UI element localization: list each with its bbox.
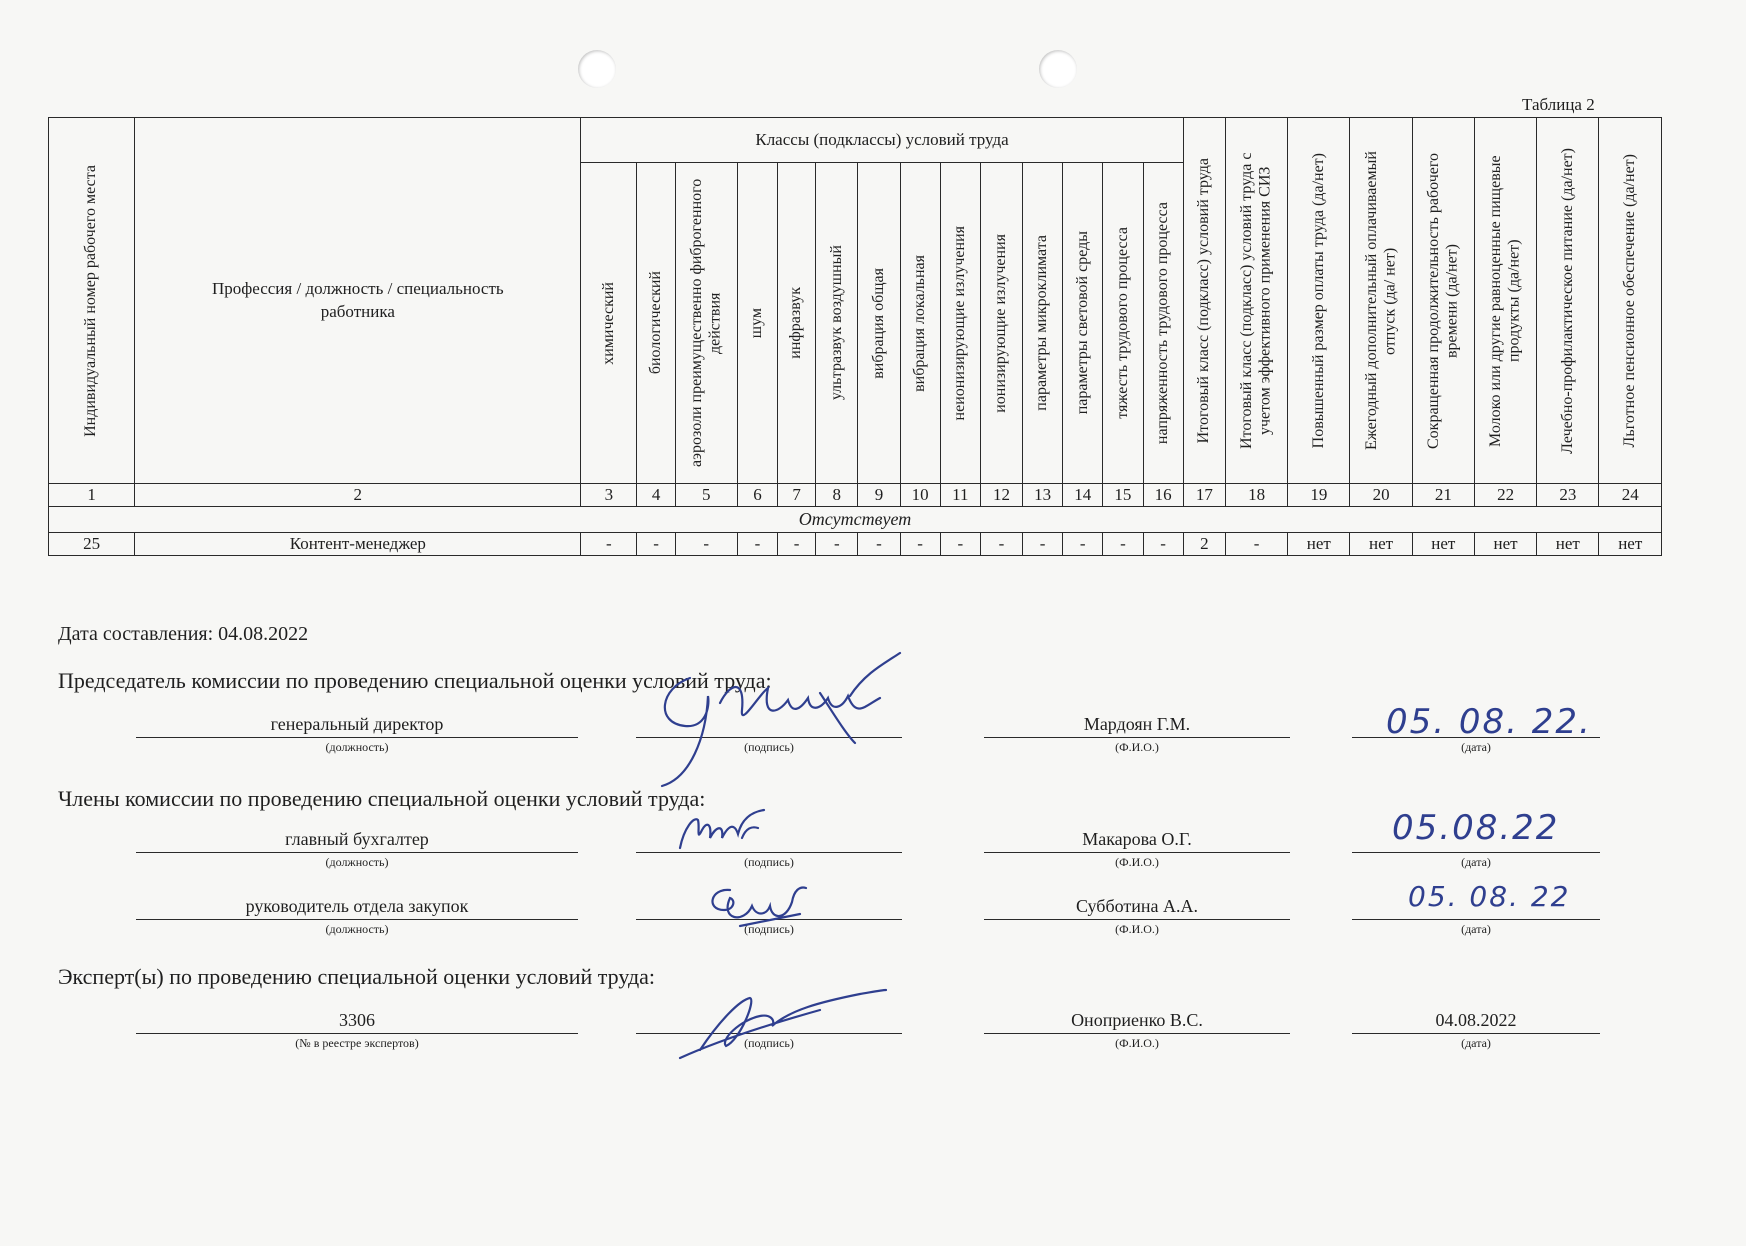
cell-milk: нет (1474, 533, 1536, 556)
cell-factor: - (581, 533, 637, 556)
member-1-signature (672, 808, 772, 858)
column-number: 18 (1225, 484, 1287, 507)
cell-factor: - (816, 533, 858, 556)
section-label: Отсутствует (49, 507, 1662, 533)
cell-factor: - (1023, 533, 1063, 556)
cell-factor: - (900, 533, 940, 556)
column-number: 17 (1183, 484, 1225, 507)
column-number: 5 (675, 484, 737, 507)
date-compiled: Дата составления: 04.08.2022 (58, 623, 309, 645)
column-number: 24 (1599, 484, 1662, 507)
header-reduced-hours: Сокращенная продолжительность рабочего времени (да/нет) (1412, 118, 1474, 484)
chair-fio: Мардоян Г.М. (984, 713, 1290, 738)
header-therapeutic-food: Лечебно-профилактическое питание (да/нет) (1537, 118, 1599, 484)
member-2-fio: Субботина А.А. (984, 895, 1290, 920)
expert-registry-number: 3306 (136, 1009, 578, 1034)
registry-caption: (№ в реестре экспертов) (295, 1036, 419, 1050)
header-profession: Профессия / должность / специальность работника (135, 118, 581, 484)
chair-position: генеральный директор (136, 713, 578, 738)
cell-factor: - (737, 533, 777, 556)
section-row (49, 507, 1662, 533)
cell-factor: - (1103, 533, 1143, 556)
header-pension: Льготное пенсионное обеспечение (да/нет) (1599, 118, 1662, 484)
column-number: 15 (1103, 484, 1143, 507)
cell-factor: - (858, 533, 900, 556)
cell-extra-vacation: нет (1350, 533, 1412, 556)
cell-factor: - (1143, 533, 1183, 556)
header-classes-group: Классы (подклассы) условий труда (581, 118, 1184, 163)
column-number: 8 (816, 484, 858, 507)
date-caption: (дата) (1461, 855, 1491, 869)
table-row (49, 533, 1662, 556)
column-number: 1 (49, 484, 135, 507)
column-number: 14 (1063, 484, 1103, 507)
punch-hole (578, 50, 616, 88)
cell-pension: нет (1599, 533, 1662, 556)
member-2-position: руководитель отдела закупок (136, 895, 578, 920)
header-factor-ionizing: ионизирующие излучения (980, 163, 1022, 484)
cell-factor: - (980, 533, 1022, 556)
sout-results-table (48, 117, 1662, 556)
header-factor-ultrasound: ультразвук воздушный (816, 163, 858, 484)
expert-signature (660, 980, 890, 1060)
member-1-handwritten-date: 05.08.22 (1392, 808, 1560, 848)
cell-factor: - (675, 533, 737, 556)
header-factor-chemical: химический (581, 163, 637, 484)
column-number: 22 (1474, 484, 1536, 507)
header-increased-pay: Повышенный размер оплаты труда (да/нет) (1288, 118, 1350, 484)
position-caption: (должность) (325, 855, 389, 869)
cell-reduced-hours: нет (1412, 533, 1474, 556)
signature-caption: (подпись) (744, 922, 794, 936)
column-numbers-row (49, 484, 1662, 507)
column-number: 3 (581, 484, 637, 507)
header-factor-vibration-general: вибрация общая (858, 163, 900, 484)
header-extra-vacation: Ежегодный дополнительный оплачиваемый отпуск (да/ нет) (1350, 118, 1412, 484)
chair-handwritten-date: 05. 08. 22. (1386, 702, 1592, 742)
column-number: 4 (637, 484, 675, 507)
column-number: 12 (980, 484, 1022, 507)
position-caption: (должность) (325, 922, 389, 936)
header-workplace-no: Индивидуальный номер рабочего места (49, 118, 135, 484)
cell-increased-pay: нет (1288, 533, 1350, 556)
cell-workplace-no: 25 (49, 533, 135, 556)
column-number: 11 (940, 484, 980, 507)
position-caption: (должность) (325, 740, 389, 754)
column-number: 6 (737, 484, 777, 507)
experts-heading: Эксперт(ы) по проведению специальной оценки условий труда: (58, 964, 656, 989)
header-factor-light: параметры световой среды (1063, 163, 1103, 484)
header-factor-biological: биологический (637, 163, 675, 484)
header-factor-microclimate: параметры микроклимата (1023, 163, 1063, 484)
date-caption: (дата) (1461, 1036, 1491, 1050)
cell-therapeutic-food: нет (1537, 533, 1599, 556)
header-final-class: Итоговый класс (подкласс) условий труда (1183, 118, 1225, 484)
expert-fio: Оноприенко В.С. (984, 1009, 1290, 1034)
cell-final-class-siz: - (1225, 533, 1287, 556)
fio-caption: (Ф.И.О.) (1115, 740, 1159, 754)
cell-factor: - (940, 533, 980, 556)
signature-caption: (подпись) (744, 855, 794, 869)
members-heading: Члены комиссии по проведению специальной оценки условий труда: (58, 786, 706, 811)
column-number: 20 (1350, 484, 1412, 507)
header-factor-tension: напряженность трудового процесса (1143, 163, 1183, 484)
column-number: 13 (1023, 484, 1063, 507)
cell-factor: - (778, 533, 816, 556)
signature-caption: (подпись) (744, 740, 794, 754)
column-number: 19 (1288, 484, 1350, 507)
header-factor-nonionizing: неионизирующие излучения (940, 163, 980, 484)
date-caption: (дата) (1461, 922, 1491, 936)
cell-final-class: 2 (1183, 533, 1225, 556)
column-number: 16 (1143, 484, 1183, 507)
fio-caption: (Ф.И.О.) (1115, 922, 1159, 936)
signature-caption: (подпись) (744, 1036, 794, 1050)
column-number: 2 (135, 484, 581, 507)
header-factor-vibration-local: вибрация локальная (900, 163, 940, 484)
column-number: 23 (1537, 484, 1599, 507)
cell-factor: - (1063, 533, 1103, 556)
member-2-handwritten-date: 05. 08. 22 (1408, 880, 1571, 913)
header-factor-aerosols: аэрозоли преимущественно фиброгенного действия (675, 163, 737, 484)
header-factor-heaviness: тяжесть трудового процесса (1103, 163, 1143, 484)
header-final-class-siz: Итоговый класс (подкласс) условий труда с учетом эффективного применения СИЗ (1225, 118, 1287, 484)
chair-signature (650, 648, 910, 788)
expert-date: 04.08.2022 (1352, 1009, 1600, 1034)
header-factor-noise: шум (737, 163, 777, 484)
header-milk: Молоко или другие равноценные пищевые продукты (да/нет) (1474, 118, 1536, 484)
member-1-position: главный бухгалтер (136, 828, 578, 853)
member-1-fio: Макарова О.Г. (984, 828, 1290, 853)
cell-factor: - (637, 533, 675, 556)
cell-profession: Контент-менеджер (135, 533, 581, 556)
date-caption: (дата) (1461, 740, 1491, 754)
member-2-signature (700, 880, 810, 930)
table-caption: Таблица 2 (1522, 95, 1595, 114)
punch-hole (1039, 50, 1077, 88)
header-factor-infrasound: инфразвук (778, 163, 816, 484)
column-number: 7 (778, 484, 816, 507)
column-number: 9 (858, 484, 900, 507)
chair-heading: Председатель комиссии по проведению специальной оценки условий труда: (58, 668, 772, 693)
column-number: 21 (1412, 484, 1474, 507)
column-number: 10 (900, 484, 940, 507)
fio-caption: (Ф.И.О.) (1115, 1036, 1159, 1050)
fio-caption: (Ф.И.О.) (1115, 855, 1159, 869)
